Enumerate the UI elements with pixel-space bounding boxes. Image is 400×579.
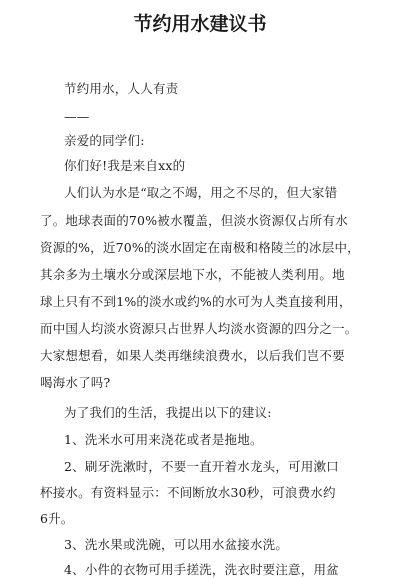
suggestion-line: 2、刷牙洗漱时，不要一直开着水龙头，可用漱口	[64, 459, 339, 474]
intro-line: 你们好!我是来自xx的	[64, 158, 186, 173]
subtitle: 节约用水，人人有责	[64, 81, 179, 96]
suggestion-3: 3、洗水果或洗碗，可以用水盆接水洗。	[64, 537, 289, 552]
paragraph-line: 资源的%，近70%的淡水固定在南极和格陵兰的冰层中，	[40, 240, 360, 255]
paragraph-line: 其余多为土壤水分或深层地下水，不能被人类利用。地	[40, 267, 345, 282]
greeting: 亲爱的同学们:	[64, 133, 145, 148]
suggestion-line: 6升。	[40, 511, 74, 526]
suggestion-1: 1、洗米水可用来浇花或者是拖地。	[64, 432, 263, 447]
paragraph-line: 了。地球表面的70%被水覆盖，但淡水资源仅占所有水	[40, 213, 348, 228]
divider: ——	[64, 109, 90, 124]
paragraph-line: 喝海水了吗?	[40, 375, 111, 390]
paragraph-line: 球上只有不到1%的淡水或约%的水可为人类直接利用，	[40, 294, 352, 309]
document-title: 节约用水建议书	[133, 13, 267, 35]
proposal-intro: 为了我们的生活，我提出以下的建议:	[64, 405, 272, 420]
paragraph-line: 人们认为水是“取之不竭，用之不尽的，但大家错	[64, 185, 338, 200]
suggestion-line: 杯接水。有资料显示：不间断放水30秒，可浪费水约	[40, 485, 336, 500]
suggestion-4: 4、小件的衣物可用手搓洗，洗衣时要注意，用盆	[64, 562, 339, 577]
paragraph-line: 而中国人均淡水资源只占世界人均淡水资源的四分之一。	[40, 321, 358, 336]
paragraph-line: 大家想想看，如果人类再继续浪费水，以后我们岂不要	[40, 348, 345, 363]
